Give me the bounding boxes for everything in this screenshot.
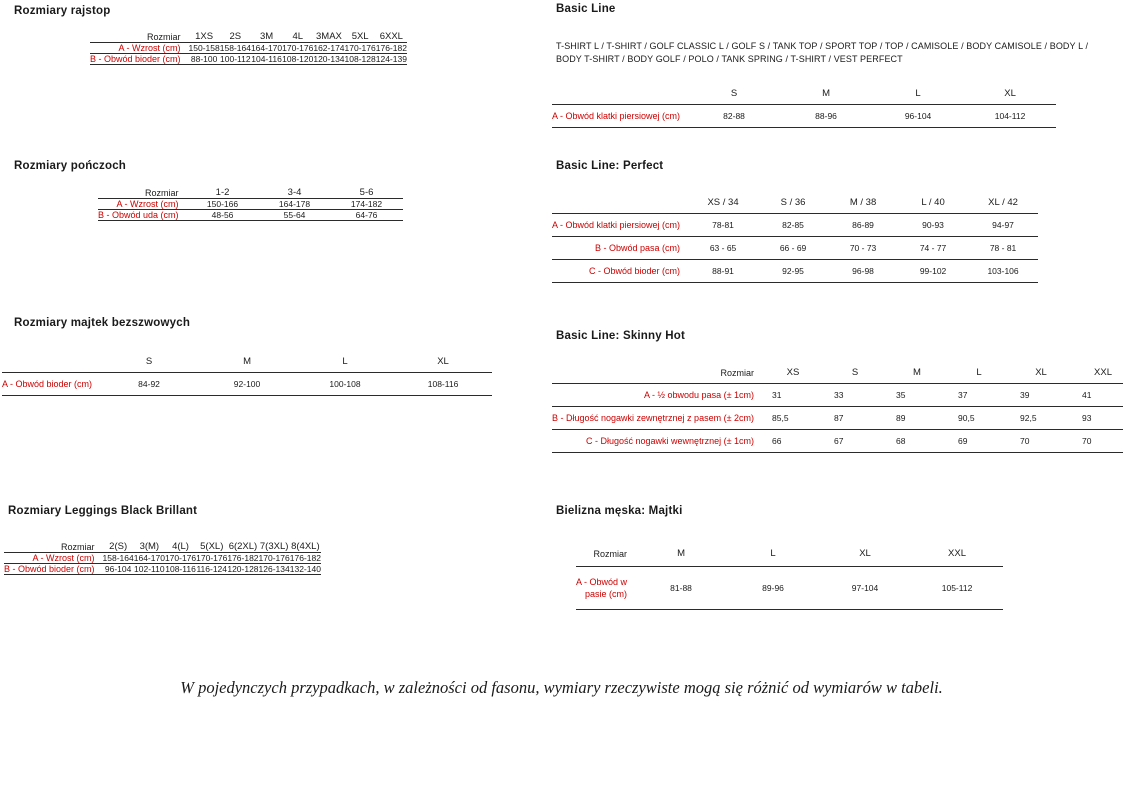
row-label: A - Wzrost (cm) <box>98 199 187 210</box>
table-header-row <box>4 541 321 553</box>
table-row <box>98 210 403 221</box>
table-row <box>552 384 1123 407</box>
column-header: M <box>780 83 872 105</box>
cell: 92,5 <box>1010 407 1072 430</box>
cell: 93 <box>1072 407 1123 430</box>
column-header: 3(M) <box>134 541 165 553</box>
table-row <box>552 407 1123 430</box>
column-header: 3MAX <box>313 31 344 43</box>
row-label: B - Obwód bioder (cm) <box>90 54 189 65</box>
column-header: XL <box>819 541 911 567</box>
cell: 176-182 <box>375 43 407 53</box>
row-label: A - ½ obwodu pasa (± 1cm) <box>552 384 762 407</box>
cell: 150-166 <box>187 199 259 210</box>
section-rajstopy <box>14 5 407 65</box>
section-title: Basic Line <box>556 3 616 15</box>
cell: 96-104 <box>872 105 964 128</box>
cell: 158-164 <box>102 553 134 563</box>
cell: 55-64 <box>259 210 331 221</box>
cell: 176-182 <box>289 553 321 563</box>
cell: 96-104 <box>103 564 134 575</box>
cell: 104-112 <box>964 105 1056 128</box>
row-label-line2: pasie (cm) <box>585 589 628 599</box>
cell: 120-128 <box>227 564 259 574</box>
table-basic-perfect <box>552 192 1038 283</box>
column-header: XL <box>1010 362 1072 384</box>
cell: 92-100 <box>198 373 296 396</box>
cell: 105-112 <box>911 567 1003 610</box>
cell: 104-116 <box>251 54 282 64</box>
table-header-row <box>576 541 1003 567</box>
cell: 100-112 <box>220 54 251 64</box>
column-header: XS / 34 <box>688 192 758 214</box>
row-label: A - Obwód bioder (cm) <box>2 373 100 396</box>
cell: 170-176 <box>344 43 376 53</box>
section-leggings <box>4 505 321 575</box>
cell: 162-174 <box>313 43 345 53</box>
cell: 69 <box>948 430 1010 453</box>
table-row <box>552 237 1038 260</box>
row-label: C - Obwód bioder (cm) <box>552 260 688 283</box>
column-header: XL <box>964 83 1056 105</box>
cell: 90,5 <box>948 407 1010 430</box>
table-row <box>4 564 321 575</box>
cell: 164-170 <box>133 553 165 563</box>
column-header: 6XXL <box>376 31 407 43</box>
table-row <box>90 54 407 65</box>
cell: 150-158 <box>188 43 220 53</box>
table-basic-skinny <box>552 362 1123 453</box>
row-label: B - Długość nogawki zewnętrznej z pasem (± 2cm) <box>552 407 762 430</box>
table-row <box>576 567 1003 610</box>
section-title: Rozmiary pończoch <box>14 160 127 172</box>
column-header: XL / 42 <box>968 192 1038 214</box>
section-title: Rozmiary Leggings Black Brillant <box>8 505 198 517</box>
row-label: A - Wzrost (cm) <box>4 553 103 564</box>
column-header: M <box>635 541 727 567</box>
table-row <box>98 199 403 210</box>
row-label: B - Obwód uda (cm) <box>98 210 187 221</box>
cell: 67 <box>824 430 886 453</box>
header-label: Rozmiar <box>576 541 635 567</box>
cell: 33 <box>824 384 886 407</box>
column-header: L <box>948 362 1010 384</box>
cell: 102-110 <box>134 564 165 574</box>
cell: 99-102 <box>898 260 968 283</box>
column-header: XXL <box>911 541 1003 567</box>
cell: 89 <box>886 407 948 430</box>
column-header: 4(L) <box>165 541 196 553</box>
cell: 82-85 <box>758 214 828 237</box>
cell: 124-139 <box>375 54 407 64</box>
column-header: 2S <box>220 31 251 43</box>
cell: 108-116 <box>165 564 196 574</box>
column-header: L <box>872 83 964 105</box>
cell: 81-88 <box>635 567 727 610</box>
header-label: Rozmiar <box>98 187 187 199</box>
cell: 174-182 <box>331 199 403 210</box>
column-header: XL <box>394 351 492 373</box>
row-label: B - Obwód pasa (cm) <box>552 237 688 260</box>
cell: 70 <box>1010 430 1072 453</box>
table-header-row <box>90 31 407 43</box>
table-row <box>2 373 492 396</box>
column-header: M <box>198 351 296 373</box>
row-label-line1: A - Obwód w <box>576 577 628 587</box>
cell: 64-76 <box>331 210 403 221</box>
table-rajstopy <box>90 31 407 65</box>
row-label: C - Długość nogawki wewnętrznej (± 1cm) <box>552 430 762 453</box>
section-title: Rozmiary majtek bezszwowych <box>14 317 191 329</box>
cell: 116-124 <box>196 564 228 574</box>
table-row <box>90 43 407 54</box>
table-row <box>4 553 321 564</box>
cell: 85,5 <box>762 407 824 430</box>
cell: 88-100 <box>189 54 220 65</box>
table-header-row <box>552 362 1123 384</box>
column-header: 1XS <box>189 31 220 43</box>
section-title: Bielizna męska: Majtki <box>556 505 683 517</box>
cell: 88-96 <box>780 105 872 128</box>
column-header: M <box>886 362 948 384</box>
footer-note: W pojedynczych przypadkach, w zależności od fasonu, wymiary rzeczywiste mogą się różnić od wymiarów w tabeli. <box>180 678 943 697</box>
cell: 78-81 <box>688 214 758 237</box>
cell: 66 - 69 <box>758 237 828 260</box>
column-header: M / 38 <box>828 192 898 214</box>
cell: 164-178 <box>259 199 331 210</box>
cell: 84-92 <box>100 373 198 396</box>
table-row <box>552 430 1123 453</box>
row-label: A - Obwód klatki piersiowej (cm) <box>552 214 688 237</box>
cell: 176-182 <box>227 553 259 563</box>
section-basic-line <box>552 3 1116 128</box>
section-majtki-bezszwowe <box>2 317 492 396</box>
cell: 78 - 81 <box>968 237 1038 260</box>
table-majtki-bezszwowe <box>2 351 492 396</box>
cell: 41 <box>1072 384 1123 407</box>
cell: 48-56 <box>187 210 259 221</box>
table-header-row <box>2 351 492 373</box>
cell: 100-108 <box>296 373 394 396</box>
cell: 63 - 65 <box>688 237 758 260</box>
cell: 70 - 73 <box>828 237 898 260</box>
table-row <box>552 105 1056 128</box>
cell: 35 <box>886 384 948 407</box>
header-label: Rozmiar <box>90 31 189 43</box>
section-basic-skinny <box>552 330 1123 453</box>
column-header: 5XL <box>345 31 376 43</box>
column-header: S <box>100 351 198 373</box>
cell: 66 <box>762 430 824 453</box>
cell: 164-170 <box>250 43 283 53</box>
row-label: A - Obwód klatki piersiowej (cm) <box>552 105 688 128</box>
cell: 170-176 <box>258 553 290 563</box>
cell: 126-134 <box>258 564 290 574</box>
cell: 170-176 <box>164 553 197 563</box>
cell: 97-104 <box>819 567 911 610</box>
column-header: XS <box>762 362 824 384</box>
section-ponczochy <box>14 160 403 221</box>
column-header: 1-2 <box>187 187 259 199</box>
cell: 39 <box>1010 384 1072 407</box>
cell: 108-116 <box>394 373 492 396</box>
section-title: Basic Line: Skinny Hot <box>556 330 686 342</box>
column-header: 2(S) <box>103 541 134 553</box>
column-header: 7(3XL) <box>259 541 289 552</box>
cell: 90-93 <box>898 214 968 237</box>
cell: 103-106 <box>968 260 1038 283</box>
row-label: B - Obwód bioder (cm) <box>4 564 103 575</box>
cell: 31 <box>762 384 824 407</box>
column-header: 5(XL) <box>196 541 227 553</box>
table-ponczochy <box>98 187 403 221</box>
row-label <box>576 567 635 610</box>
cell: 74 - 77 <box>898 237 968 260</box>
table-basic-line <box>552 83 1056 128</box>
cell: 87 <box>824 407 886 430</box>
column-header: 4L <box>282 31 313 43</box>
cell: 96-98 <box>828 260 898 283</box>
cell: 120-134 <box>313 54 345 64</box>
cell: 88-91 <box>688 260 758 283</box>
cell: 108-128 <box>344 54 376 64</box>
table-leggings <box>4 541 321 575</box>
cell: 89-96 <box>727 567 819 610</box>
section-basic-perfect <box>552 160 1038 283</box>
row-label: A - Wzrost (cm) <box>90 43 189 54</box>
cell: 37 <box>948 384 1010 407</box>
table-bielizna-meska <box>576 541 1003 610</box>
section-subtitle: T-SHIRT L / T-SHIRT / GOLF CLASSIC L / GOLF S / TANK TOP / SPORT TOP / TOP / CAMISOLE / BODY CAMISOLE / BODY L / BODY T-SHIRT / BODY GOLF / POLO / TANK SPRING / T-SHIRT / VEST PERFECT <box>556 41 1089 64</box>
cell: 68 <box>886 430 948 453</box>
cell: 94-97 <box>968 214 1038 237</box>
column-header: 6(2XL) <box>228 541 258 552</box>
column-header: 3M <box>251 31 282 43</box>
column-header: 8(4XL) <box>291 541 320 552</box>
column-header: S / 36 <box>758 192 828 214</box>
table-header-row <box>552 192 1038 214</box>
table-header-row <box>552 83 1056 105</box>
section-title: Basic Line: Perfect <box>556 160 664 172</box>
column-header: L / 40 <box>898 192 968 214</box>
column-header: S <box>824 362 886 384</box>
cell: 158-164 <box>219 43 251 53</box>
column-header: L <box>296 351 394 373</box>
table-row <box>552 260 1038 283</box>
column-header: L <box>727 541 819 567</box>
cell: 170-176 <box>282 43 314 53</box>
column-header: XXL <box>1072 362 1123 384</box>
header-label: Rozmiar <box>552 362 762 384</box>
cell: 82-88 <box>688 105 780 128</box>
column-header: S <box>688 83 780 105</box>
cell: 70 <box>1072 430 1123 453</box>
cell: 92-95 <box>758 260 828 283</box>
section-bielizna-meska <box>556 505 1003 610</box>
column-header: 5-6 <box>331 187 403 199</box>
header-label: Rozmiar <box>4 541 103 553</box>
cell: 170-176 <box>196 553 228 563</box>
table-row <box>552 214 1038 237</box>
section-title: Rozmiary rajstop <box>14 5 111 17</box>
cell: 108-120 <box>282 54 314 64</box>
cell: 86-89 <box>828 214 898 237</box>
column-header: 3-4 <box>259 187 331 199</box>
cell: 132-140 <box>289 564 321 574</box>
table-header-row <box>98 187 403 199</box>
